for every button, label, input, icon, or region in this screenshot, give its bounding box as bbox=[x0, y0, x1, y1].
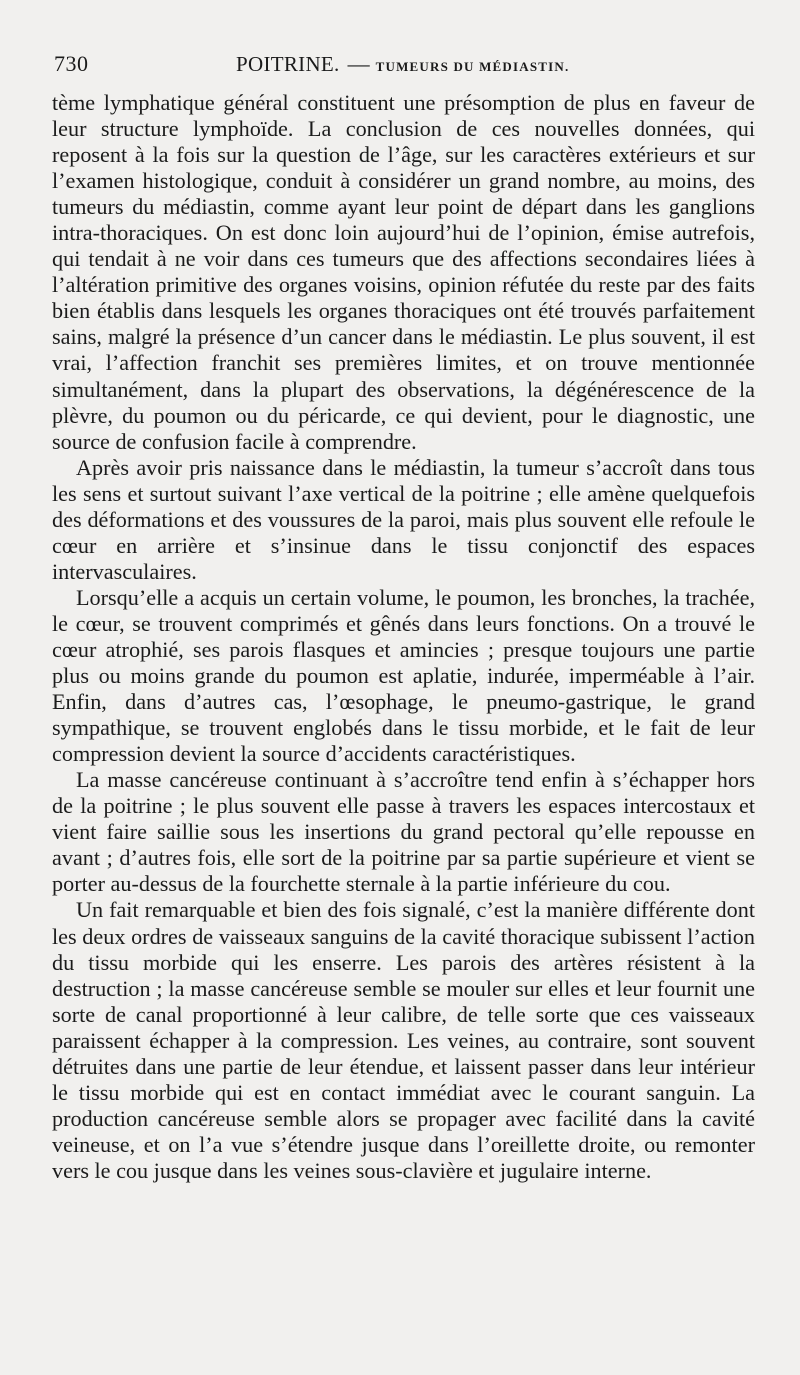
section-title: TUMEURS DU MÉDIASTIN. bbox=[375, 59, 570, 74]
chapter-title: POITRINE. bbox=[236, 52, 340, 76]
page-number: 730 bbox=[54, 51, 89, 76]
title-separator: — bbox=[347, 51, 370, 76]
paragraph-2: Après avoir pris naissance dans le médiastin, la tumeur s’accroît dans tous les sens et surtout suivant l’axe vertical de la poitrine ; elle amène quelquefois des déformations et des voussures de la paroi, mais plus souvent elle refoule le cœur en arrière et s’insinue dans le tissu conjonctif des espaces intervasculaires. bbox=[52, 454, 755, 584]
paragraph-3: Lorsqu’elle a acquis un certain volume, le poumon, les bronches, la trachée, le cœur, se trouvent comprimés et gênés dans leurs fonctions. On a trouvé le cœur atrophié, ses parois flasques et amincies ; presque toujours une partie plus ou moins grande du poumon est aplatie, indurée, imperméable à l’air. Enfin, dans d’autres cas, l’œsophage, le pneumo-gastrique, le grand sympathique, se trouvent englobés dans le tissu morbide, et le fait de leur compression devient la source d’accidents caractéristiques. bbox=[52, 584, 755, 767]
running-title bbox=[236, 46, 569, 85]
paragraph-4: La masse cancéreuse continuant à s’accroître tend enfin à s’échapper hors de la poitrine ; le plus souvent elle passe à travers les espaces intercostaux et vient faire saillie sous les insertions du grand pectoral qu’elle repousse en avant ; d’autres fois, elle sort de la poitrine par sa partie supérieure et vient se porter au-dessus de la fourchette sternale à la partie inférieure du cou. bbox=[52, 767, 755, 897]
book-page bbox=[52, 46, 755, 1184]
paragraph-5: Un fait remarquable et bien des fois signalé, c’est la manière différente dont les deux ordres de vaisseaux sanguins de la cavité thoracique subissent l’action du tissu morbide qui les enserre. Les parois des artères résistent à la destruction ; la masse cancéreuse semble se mouler sur elles et leur fournit une sorte de canal proportionné à leur calibre, de telle sorte que ces vaisseaux paraissent échapper à la compression. Les veines, au contraire, sont souvent détruites dans une partie de leur étendue, et laissent passer dans leur intérieur le tissu morbide qui est en contact immédiat avec le courant sanguin. La production cancéreuse semble alors se propager avec facilité dans la cavité veineuse, et on l’a vue s’étendre jusque dans l’oreillette droite, ou remonter vers le cou jusque dans les veines sous-clavière et jugulaire interne. bbox=[52, 897, 755, 1183]
paragraph-1: tème lymphatique général constituent une présomption de plus en faveur de leur structure lymphoïde. La conclusion de ces nouvelles données, qui reposent à la fois sur la question de l’âge, sur les caractères extérieurs et sur l’examen histologique, conduit à considérer un grand nombre, au moins, des tumeurs du médiastin, comme ayant leur point de départ dans les ganglions intra-thoraciques. On est donc loin aujourd’hui de l’opinion, émise autrefois, qui tendait à ne voir dans ces tumeurs que des affections secondaires liées à l’altération primitive des organes voisins, opinion réfutée du reste par des faits bien établis dans lesquels les organes thoraciques ont été trouvés parfaitement sains, malgré la présence d’un cancer dans le médiastin. Le plus souvent, il est vrai, l’affection franchit ses premières limites, et on trouve mentionnée simultanément, dans la plupart des observations, la dégénérescence de la plèvre, du poumon ou du péricarde, ce qui devient, pour le diagnostic, une source de confusion facile à comprendre. bbox=[52, 90, 755, 454]
body-text bbox=[52, 90, 755, 1184]
running-header bbox=[52, 46, 755, 82]
